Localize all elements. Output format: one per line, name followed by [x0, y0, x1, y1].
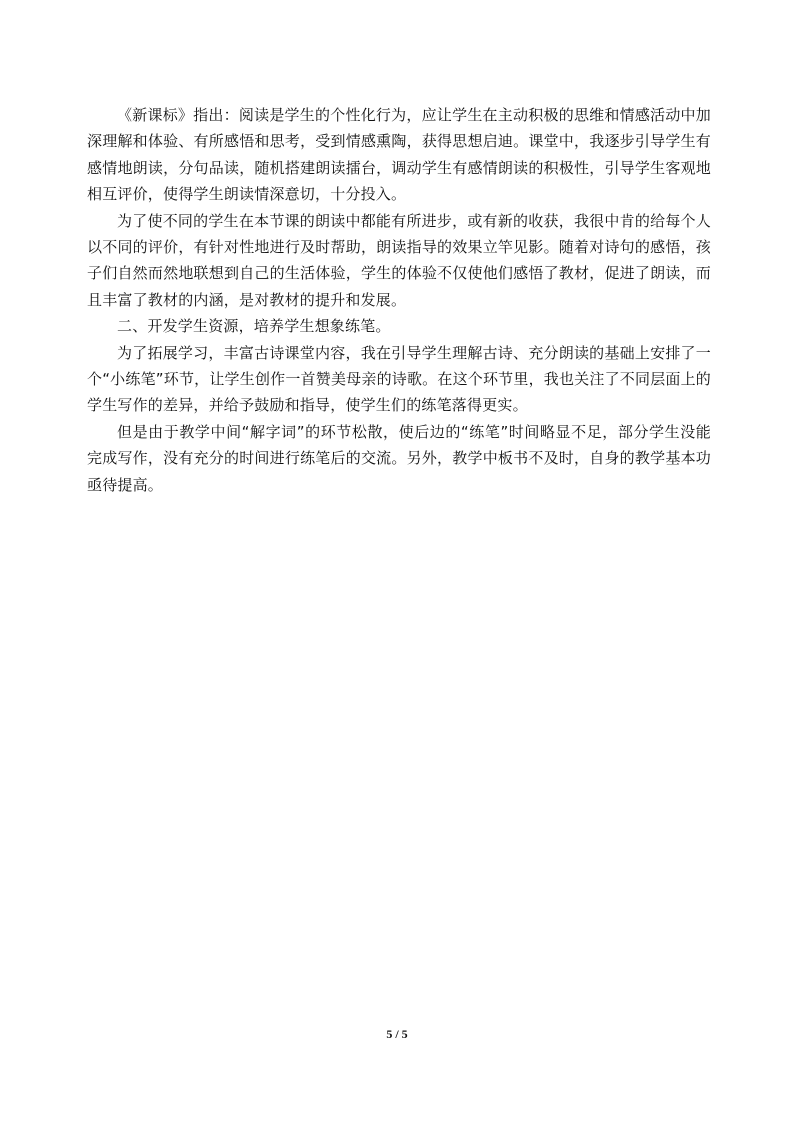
- paragraph-new-curriculum: 《新课标》指出：阅读是学生的个性化行为，应让学生在主动积极的思维和情感活动中加深理解和体验、有所感悟和思考，受到情感熏陶，获得思想启迪。课堂中，我逐步引导学生有感情地朗读，分句品读，随机搭建朗读擂台，调动学生有感情朗读的积极性，引导学生客观地相互评价，使得学生朗读情深意切，十分投入。: [87, 106, 711, 204]
- section-heading-student-resources: 二、开发学生资源，培养学生想象练笔。: [117, 317, 391, 336]
- paragraph-reflection: 但是由于教学中间“解字词”的环节松散，使后边的“练笔”时间略显不足，部分学生没能完成写作，没有充分的时间进行练笔后的交流。另外，教学中板书不及时，自身的教学基本功亟待提高。: [87, 422, 711, 494]
- paragraph-reading-progress: 为了使不同的学生在本节课的朗读中都能有所进步，或有新的收获，我很中肯的给每个人以不同的评价，有针对性地进行及时帮助，朗读指导的效果立竿见影。随着对诗句的感悟，孩子们自然而然地联想到自己的生活体验，学生的体验不仅使他们感悟了教材，促进了朗读，而且丰富了教材的内涵，是对教材的提升和发展。: [87, 211, 711, 309]
- page-number: 5 / 5: [386, 1027, 408, 1041]
- paragraph-writing-practice: 为了拓展学习，丰富古诗课堂内容，我在引导学生理解古诗、充分朗读的基础上安排了一个“小练笔”环节，让学生创作一首赞美母亲的诗歌。在这个环节里，我也关注了不同层面上的学生写作的差异，并给予鼓励和指导，使学生们的练笔落得更实。: [87, 343, 711, 415]
- document-body: [87, 102, 711, 498]
